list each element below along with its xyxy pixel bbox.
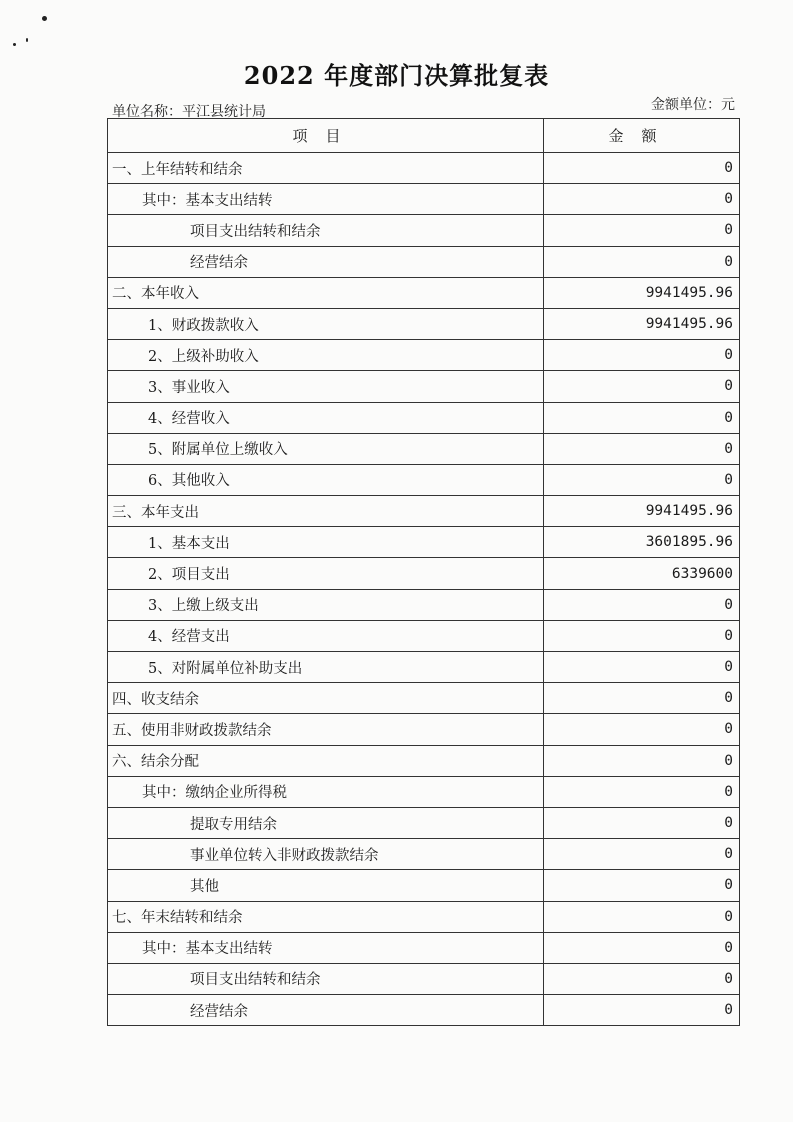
table-row (108, 277, 740, 308)
table-header-row (108, 119, 740, 153)
row-amount: 0 (544, 589, 740, 620)
row-amount: 0 (544, 246, 740, 277)
row-label: 4、经营收入 (108, 402, 544, 433)
table-row (108, 215, 740, 246)
table-row (108, 714, 740, 745)
row-label: 经营结余 (108, 995, 544, 1026)
row-label: 2、项目支出 (108, 558, 544, 589)
row-amount: 0 (544, 901, 740, 932)
table-row (108, 589, 740, 620)
row-label: 提取专用结余 (108, 807, 544, 838)
row-label: 二、本年收入 (108, 277, 544, 308)
row-amount: 0 (544, 652, 740, 683)
row-amount: 0 (544, 184, 740, 215)
row-amount: 0 (544, 215, 740, 246)
row-label: 1、财政拨款收入 (108, 308, 544, 339)
header-amount: 金额 (544, 119, 740, 153)
table-row (108, 932, 740, 963)
table-row (108, 464, 740, 495)
table-row (108, 558, 740, 589)
table-row (108, 246, 740, 277)
table-row (108, 807, 740, 838)
table-row (108, 402, 740, 433)
row-amount: 0 (544, 402, 740, 433)
budget-approval-table (107, 118, 740, 1026)
row-label: 其他 (108, 870, 544, 901)
row-amount: 0 (544, 371, 740, 402)
table-row (108, 308, 740, 339)
row-label: 经营结余 (108, 246, 544, 277)
row-amount: 0 (544, 745, 740, 776)
row-amount: 0 (544, 932, 740, 963)
unit-name-label: 单位名称：平江县统计局 (112, 104, 266, 120)
row-amount: 0 (544, 464, 740, 495)
table-row (108, 901, 740, 932)
row-amount: 0 (544, 807, 740, 838)
row-label: 事业单位转入非财政拨款结余 (108, 839, 544, 870)
table-row (108, 496, 740, 527)
row-amount: 6339600 (544, 558, 740, 589)
row-amount: 9941495.96 (544, 496, 740, 527)
row-amount: 0 (544, 776, 740, 807)
row-amount: 0 (544, 620, 740, 651)
table-row (108, 527, 740, 558)
scan-speck (13, 43, 16, 46)
row-label: 四、收支结余 (108, 683, 544, 714)
row-label: 2、上级补助收入 (108, 340, 544, 371)
row-label: 六、结余分配 (108, 745, 544, 776)
header-item: 项目 (108, 119, 544, 153)
row-label: 其中：基本支出结转 (108, 932, 544, 963)
scan-speck (26, 38, 28, 42)
row-label: 七、年末结转和结余 (108, 901, 544, 932)
table-row (108, 340, 740, 371)
row-label: 项目支出结转和结余 (108, 963, 544, 994)
table-row (108, 652, 740, 683)
row-label: 5、附属单位上缴收入 (108, 433, 544, 464)
row-amount: 0 (544, 433, 740, 464)
table-row (108, 184, 740, 215)
row-label: 五、使用非财政拨款结余 (108, 714, 544, 745)
row-amount: 9941495.96 (544, 277, 740, 308)
table-row (108, 870, 740, 901)
currency-unit-label: 金额单位：元 (651, 97, 735, 113)
row-amount: 9941495.96 (544, 308, 740, 339)
table-row (108, 776, 740, 807)
row-label: 一、上年结转和结余 (108, 153, 544, 184)
document-title: 2022 年度部门决算批复表 (243, 61, 550, 90)
table-row (108, 683, 740, 714)
table-row (108, 995, 740, 1026)
table-row (108, 433, 740, 464)
row-label: 1、基本支出 (108, 527, 544, 558)
row-label: 6、其他收入 (108, 464, 544, 495)
row-amount: 0 (544, 153, 740, 184)
table-row (108, 371, 740, 402)
table-row (108, 839, 740, 870)
row-label: 三、本年支出 (108, 496, 544, 527)
row-amount: 0 (544, 870, 740, 901)
row-amount: 0 (544, 340, 740, 371)
table-row (108, 963, 740, 994)
row-label: 3、上缴上级支出 (108, 589, 544, 620)
table-row (108, 620, 740, 651)
scan-speck (42, 16, 47, 21)
row-label: 其中：基本支出结转 (108, 184, 544, 215)
row-label: 其中：缴纳企业所得税 (108, 776, 544, 807)
row-amount: 0 (544, 714, 740, 745)
row-amount: 0 (544, 683, 740, 714)
row-amount: 0 (544, 995, 740, 1026)
table-row (108, 153, 740, 184)
row-label: 5、对附属单位补助支出 (108, 652, 544, 683)
row-label: 项目支出结转和结余 (108, 215, 544, 246)
table-row (108, 745, 740, 776)
row-amount: 0 (544, 839, 740, 870)
row-amount: 0 (544, 963, 740, 994)
row-label: 3、事业收入 (108, 371, 544, 402)
row-label: 4、经营支出 (108, 620, 544, 651)
row-amount: 3601895.96 (544, 527, 740, 558)
